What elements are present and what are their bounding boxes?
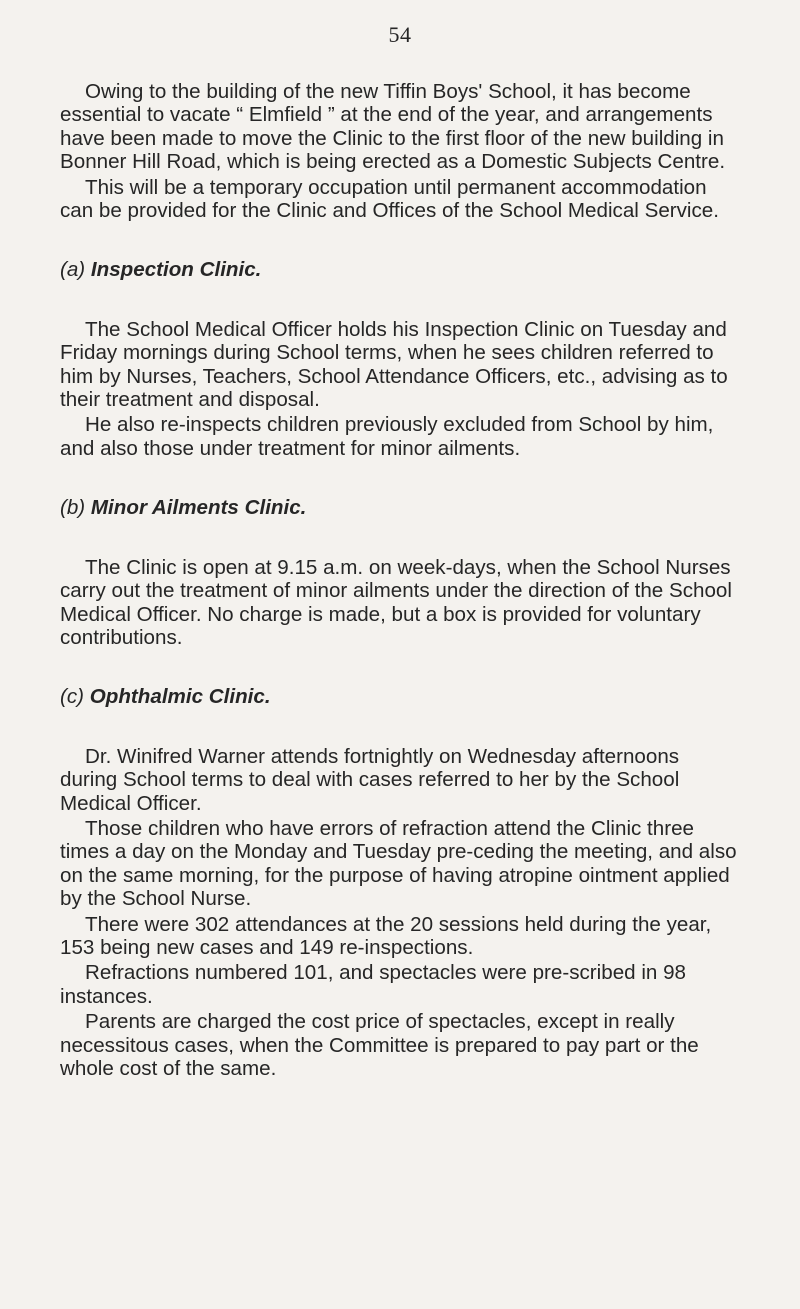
page-number: 54 bbox=[388, 22, 412, 47]
section-c-title: Ophthalmic Clinic. bbox=[89, 685, 271, 709]
section-c-heading bbox=[60, 685, 740, 708]
section-c-paragraph-3: There were 302 attendances at the 20 sessions held during the year, 153 being new cases and 149 re-inspections. bbox=[60, 912, 712, 959]
section-a-paragraph-1: The School Medical Officer holds his Inspection Clinic on Tuesday and Friday mornings during School terms, when he sees children referred to him by Nurses, Teachers, School Attendance Officers, etc., advising as to their treatment and disposal. bbox=[60, 317, 728, 412]
section-c-letter: (c) bbox=[60, 685, 85, 709]
intro-paragraph-2: This will be a temporary occupation until permanent accommodation can be provided for the Clinic and Offices of the School Medical Service. bbox=[60, 175, 719, 223]
section-a-heading bbox=[60, 258, 740, 281]
section-c-paragraph-2: Those children who have errors of refraction attend the Clinic three times a day on the Monday and Tuesday pre-ceding the meeting, and also on the same morning, for the purpose of having atropine ointment applied by the School Nurse. bbox=[60, 816, 737, 911]
section-a-paragraph-2: He also re-inspects children previously excluded from School by him, and also those under treatment for minor ailments. bbox=[60, 413, 714, 460]
section-b-paragraph-1: The Clinic is open at 9.15 a.m. on week-days, when the School Nurses carry out the treatment of minor ailments under the direction of the School Medical Officer. No charge is made, but a box is provided for voluntary contributions. bbox=[60, 555, 732, 649]
section-a-letter: (a) bbox=[60, 258, 86, 282]
section-a-title: Inspection Clinic. bbox=[90, 258, 262, 282]
section-c-paragraph-5: Parents are charged the cost price of spectacles, except in really necessitous cases, when the Committee is prepared to pay part or the whole cost of the same. bbox=[60, 1010, 699, 1080]
intro-paragraph-1: Owing to the building of the new Tiffin Boys' School, it has become essential to vacate “ Elmfield ” at the end of the year, and arrangements have been made to move the Clinic to the first floor of the new building in Bonner Hill Road, which is being erected as a Domestic Subjects Centre. bbox=[60, 80, 726, 174]
section-c-paragraph-1: Dr. Winifred Warner attends fortnightly on Wednesday afternoons during School terms to deal with cases referred to her by the School Medical Officer. bbox=[60, 744, 680, 815]
section-c-paragraph-4: Refractions numbered 101, and spectacles were pre-scribed in 98 instances. bbox=[60, 961, 686, 1008]
section-b-heading bbox=[60, 496, 740, 519]
section-b-letter: (b) bbox=[60, 496, 86, 520]
section-b-title: Minor Ailments Clinic. bbox=[90, 496, 307, 520]
